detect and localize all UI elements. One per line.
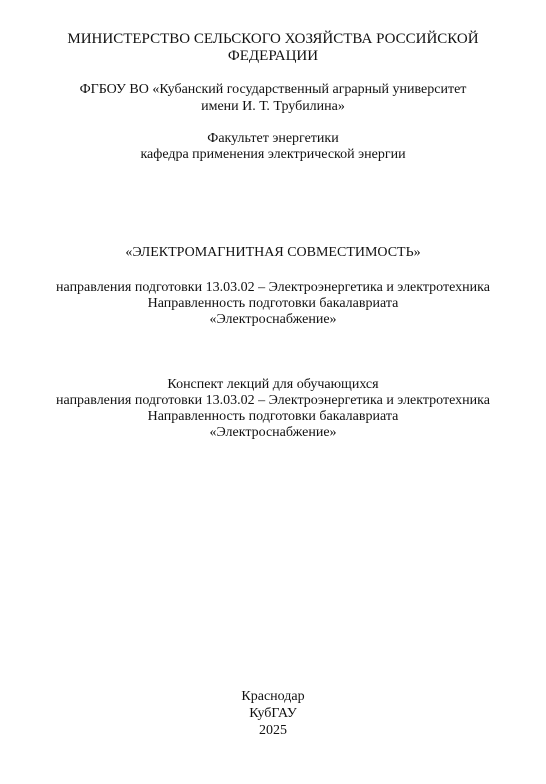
summary-line-4: «Электроснабжение» xyxy=(209,425,337,440)
imprint xyxy=(0,688,546,739)
imprint-publisher: КубГАУ xyxy=(249,706,297,721)
document-title-text: «ЭЛЕКТРОМАГНИТНАЯ СОВМЕСТИМОСТЬ» xyxy=(125,245,421,260)
faculty-heading xyxy=(0,131,546,163)
summary-line-2: направления подготовки 13.03.02 – Электроэнергетика и электротехника xyxy=(56,393,490,408)
document-title xyxy=(0,244,546,261)
university-heading xyxy=(0,81,546,115)
ministry-heading xyxy=(0,31,546,65)
lecture-summary xyxy=(0,377,546,441)
ministry-line-1: МИНИСТЕРСТВО СЕЛЬСКОГО ХОЗЯЙСТВА РОССИЙСКОЙ xyxy=(67,31,479,47)
imprint-city: Краснодар xyxy=(241,689,305,704)
summary-line-3: Направленность подготовки бакалавриата xyxy=(147,409,399,424)
direction-line-2: Направленность подготовки бакалавриата xyxy=(147,296,399,311)
summary-line-1: Конспект лекций для обучающихся xyxy=(167,377,379,392)
imprint-year: 2025 xyxy=(259,723,287,738)
university-line-1: ФГБОУ ВО «Кубанский государственный аграрный университет xyxy=(79,82,467,97)
direction-line-1: направления подготовки 13.03.02 – Электроэнергетика и электротехника xyxy=(56,280,490,295)
university-line-2: имени И. Т. Трубилина» xyxy=(201,99,345,114)
direction-line-3: «Электроснабжение» xyxy=(209,312,337,327)
faculty-name: Факультет энергетики xyxy=(207,131,339,146)
training-direction xyxy=(0,280,546,328)
ministry-line-2: ФЕДЕРАЦИИ xyxy=(227,48,319,64)
department-name: кафедра применения электрической энергии xyxy=(140,147,406,162)
